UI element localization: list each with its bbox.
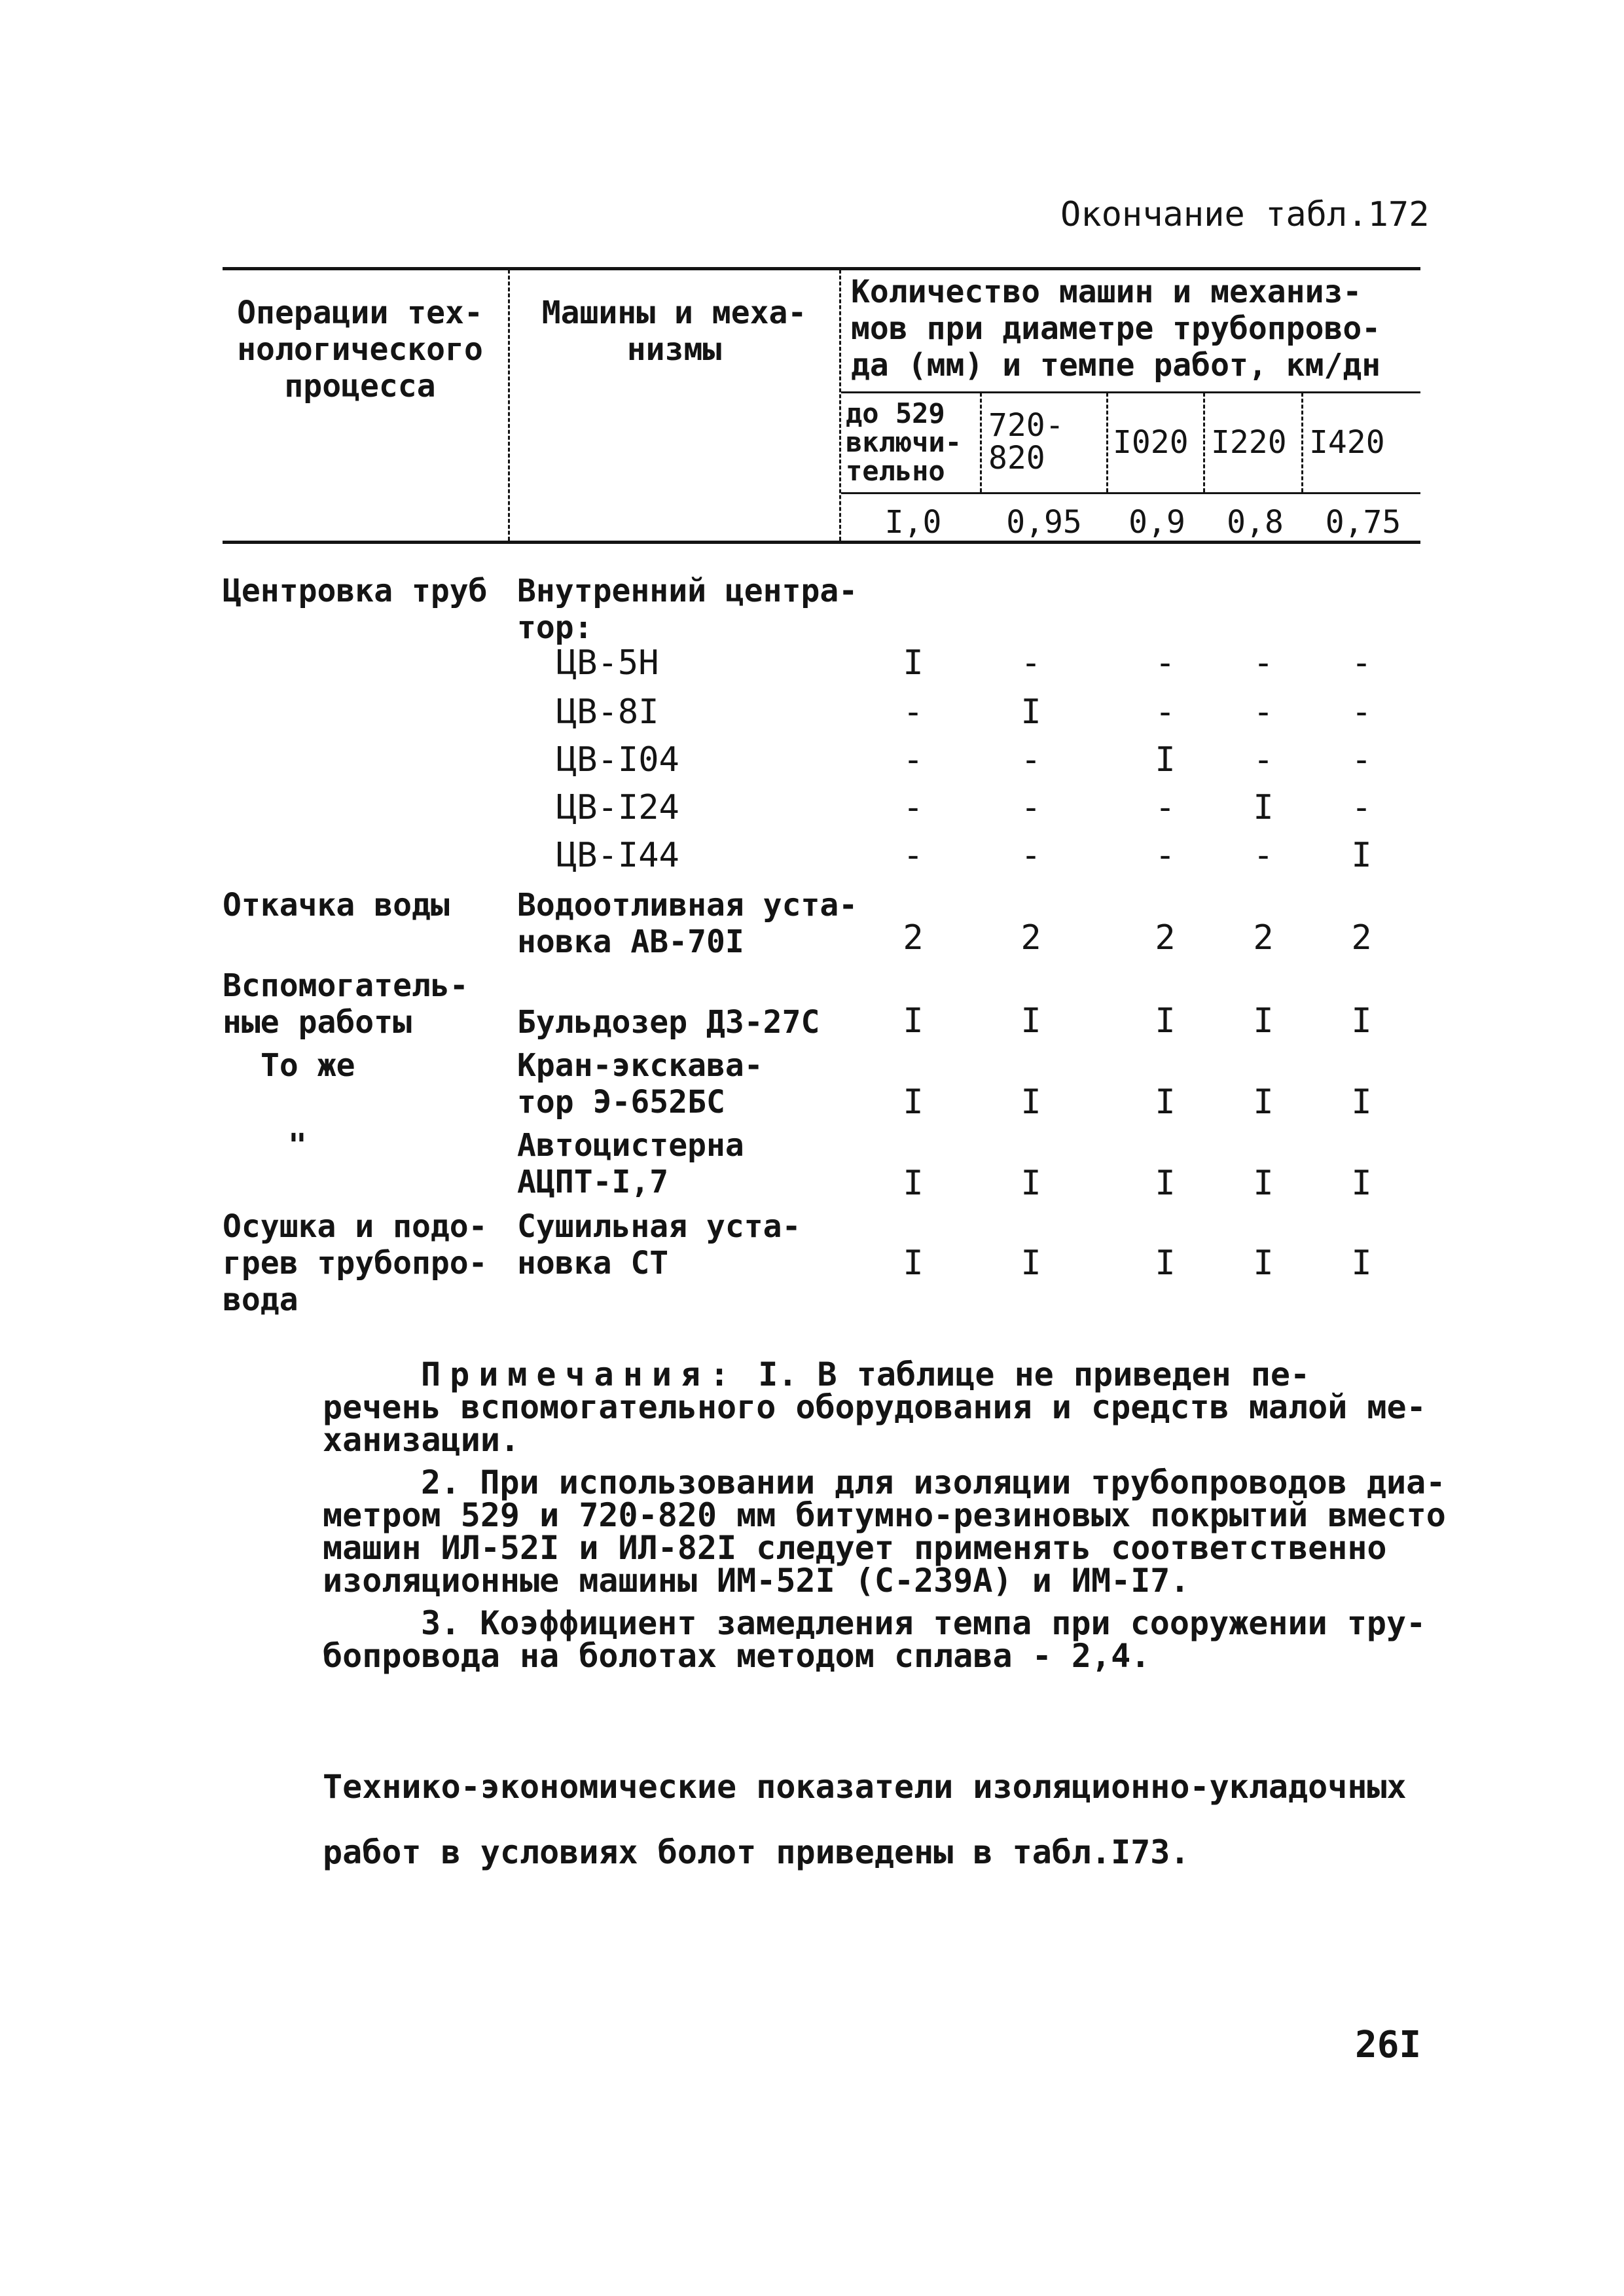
cell-value: I — [1351, 1164, 1372, 1203]
note-1: Примечания: I. В таблице не приведен пе- речень вспомогательного оборудования и средств малой ме- ханизации. — [323, 1355, 1426, 1459]
header-tempo-4: 0,8 — [1227, 504, 1284, 541]
header-diameter-1020: I020 — [1113, 424, 1189, 461]
cell-value: I — [1253, 1083, 1274, 1122]
table-top-rule — [223, 267, 1420, 270]
cell-value: - — [1020, 788, 1041, 827]
header-quantity: Количество машин и механиз- мов при диаметре трубопрово- да (мм) и темпе работ, км/дн — [851, 274, 1381, 384]
row-machine: ЦВ-I44 — [556, 836, 679, 875]
cell-value: I — [1155, 1083, 1176, 1122]
col-sep-6 — [1301, 393, 1303, 492]
cell-value: I — [1020, 1244, 1041, 1283]
cell-value: I — [903, 643, 924, 683]
cell-value: - — [903, 692, 924, 732]
row-operation-same: То же — [261, 1047, 355, 1084]
row-operation-auxiliary: Вспомогатель- ные работы — [223, 967, 469, 1041]
cell-value: - — [1253, 692, 1274, 732]
row-operation-water-pumping: Откачка воды — [223, 887, 450, 924]
cell-value: - — [1155, 836, 1176, 875]
row-machine: ЦВ-8I — [556, 692, 659, 732]
cell-value: - — [1351, 740, 1372, 780]
cell-value: - — [1155, 643, 1176, 683]
cell-value: - — [903, 788, 924, 827]
cell-value: I — [903, 1244, 924, 1283]
row-machine-dryer: Сушильная уста- новка СТ — [517, 1208, 801, 1282]
row-machine-tanker: Автоцистерна АЦПТ-I,7 — [517, 1127, 744, 1200]
header-tempo-5: 0,75 — [1325, 504, 1401, 541]
col-sep-2 — [839, 270, 841, 541]
row-machine-internal-centrator: Внутренний центра- тор: — [517, 573, 858, 646]
row-machine: ЦВ-5Н — [556, 643, 659, 683]
cell-value: - — [1020, 836, 1041, 875]
cell-value: - — [1020, 740, 1041, 780]
header-tempo-1: I,0 — [884, 504, 942, 541]
cell-value: I — [1020, 1164, 1041, 1203]
note-2: 2. При использовании для изоляции трубопроводов диа- метром 529 и 720-820 мм битумно-резиновых покрытий вместо машин ИЛ-52I и ИЛ-82I следует применять соответственно изоляционные машины ИМ-52I (С-239А) и ИМ-I7. — [323, 1463, 1446, 1600]
cell-value: I — [1020, 1083, 1041, 1122]
cell-value: I — [1020, 1001, 1041, 1041]
cell-value: I — [903, 1164, 924, 1203]
cell-value: I — [1155, 740, 1176, 780]
col-sep-5 — [1203, 393, 1205, 492]
cell-value: I — [1155, 1164, 1176, 1203]
cell-value: I — [1351, 836, 1372, 875]
cell-value: - — [1351, 643, 1372, 683]
col-sep-4 — [1106, 393, 1108, 492]
header-diameter-1420: I420 — [1309, 424, 1385, 461]
row-machine: ЦВ-I04 — [556, 740, 679, 780]
cell-value: I — [1020, 692, 1041, 732]
cell-value: - — [1155, 692, 1176, 732]
col-sep-3 — [980, 393, 982, 492]
row-operation-centering: Центровка труб — [223, 573, 488, 609]
cell-value: - — [1253, 643, 1274, 683]
cell-value: I — [903, 1001, 924, 1041]
row-machine-bulldozer: Бульдозер ДЗ-27С — [517, 1004, 820, 1041]
header-tempo-2: 0,95 — [1006, 504, 1082, 541]
header-subrule-2 — [841, 492, 1420, 494]
cell-value: I — [903, 1083, 924, 1122]
header-tempo-3: 0,9 — [1128, 504, 1185, 541]
notes-label: Примечания: — [421, 1355, 739, 1393]
cell-value: - — [1155, 788, 1176, 827]
note-3: 3. Коэффициент замедления темпа при сооружении тру- бопровода на болотах методом сплава - 2,4. — [323, 1604, 1426, 1675]
cell-value: - — [1020, 643, 1041, 683]
cell-value: - — [903, 836, 924, 875]
cell-value: 2 — [903, 918, 924, 958]
header-machines: Машины и меха- низмы — [541, 295, 807, 368]
header-operation: Операции тех- нологического процесса — [237, 295, 483, 404]
cell-value: I — [1253, 1164, 1274, 1203]
cell-value: I — [1155, 1001, 1176, 1041]
row-machine-crane-excavator: Кран-экскава- тор Э-652БС — [517, 1047, 763, 1121]
table-header-bottom-rule — [223, 541, 1420, 544]
cell-value: I — [1155, 1244, 1176, 1283]
row-machine-pump-unit: Водоотливная уста- новка АВ-70I — [517, 887, 858, 960]
cell-value: I — [1351, 1083, 1372, 1122]
cell-value: I — [1351, 1001, 1372, 1041]
row-operation-drying: Осушка и подо- грев трубопро- вода — [223, 1208, 488, 1318]
cell-value: - — [1253, 836, 1274, 875]
header-diameter-720: 720- 820 — [988, 407, 1064, 476]
cell-value: I — [1253, 788, 1274, 827]
cell-value: - — [1253, 740, 1274, 780]
col-sep-1 — [508, 270, 510, 541]
cell-value: 2 — [1155, 918, 1176, 958]
cell-value: 2 — [1253, 918, 1274, 958]
header-diameter-529: до 529 включи- тельно — [846, 397, 962, 487]
header-subrule-1 — [841, 391, 1420, 393]
cell-value: - — [1351, 692, 1372, 732]
cell-value: 2 — [1020, 918, 1041, 958]
cell-value: - — [1351, 788, 1372, 827]
cell-value: I — [1253, 1244, 1274, 1283]
cell-value: 2 — [1351, 918, 1372, 958]
cell-value: - — [903, 740, 924, 780]
header-diameter-1220: I220 — [1211, 424, 1287, 461]
page-number: 26I — [1355, 2024, 1422, 2066]
cell-value: I — [1253, 1001, 1274, 1041]
row-machine: ЦВ-I24 — [556, 788, 679, 827]
cell-value: I — [1351, 1244, 1372, 1283]
row-operation-ditto: " — [288, 1127, 307, 1164]
table-caption: Окончание табл.172 — [1060, 195, 1430, 234]
closing-paragraph: Технико-экономические показатели изоляционно-укладочных работ в условиях болот приведены в табл.I73. — [323, 1768, 1407, 1871]
